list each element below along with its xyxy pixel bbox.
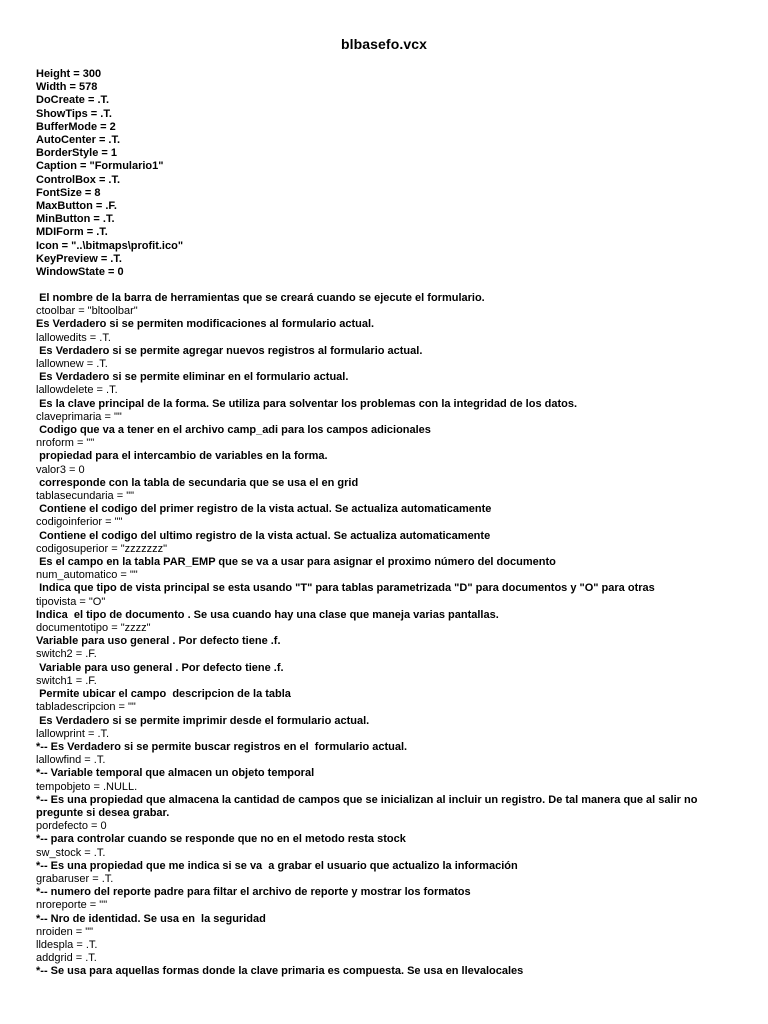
description-line: Indica que tipo de vista principal se esta usando "T" para tablas parametrizada "D" para documentos y "O" para otras — [36, 582, 655, 595]
description-line: Es Verdadero si se permite agregar nuevos registros al formulario actual. — [36, 344, 423, 357]
description-line: *-- Variable temporal que almacen un objeto temporal — [36, 767, 315, 780]
code-line: claveprimaria = "" — [36, 410, 122, 423]
property-line: BufferMode = 2 — [36, 120, 116, 133]
property-line: ControlBox = .T. — [36, 173, 121, 186]
property-line: MDIForm = .T. — [36, 226, 108, 239]
code-line: tablasecundaria = "" — [36, 490, 135, 503]
description-line: Es Verdadero si se permiten modificaciones al formulario actual. — [36, 318, 375, 331]
code-line: lallowdelete = .T. — [36, 384, 118, 397]
code-line: codigoinferior = "" — [36, 516, 123, 529]
code-line: codigosuperior = "zzzzzzz" — [36, 542, 168, 555]
description-line: corresponde con la tabla de secundaria que se usa el en grid — [36, 476, 359, 489]
code-line: tabladescripcion = "" — [36, 701, 136, 714]
description-line: Es Verdadero si se permite imprimir desde el formulario actual. — [36, 714, 370, 727]
description-line: El nombre de la barra de herramientas que se creará cuando se ejecute el formulario. — [36, 292, 485, 304]
description-line: Codigo que va a tener en el archivo camp_adi para los campos adicionales — [36, 424, 431, 437]
code-line: lallowfind = .T. — [36, 754, 106, 767]
description-line: Contiene el codigo del primer registro de la vista actual. Se actualiza automaticamente — [36, 503, 492, 516]
code-line: grabaruser = .T. — [36, 872, 114, 885]
property-descriptions — [36, 292, 736, 979]
description-line: *-- para controlar cuando se responde que no en el metodo resta stock — [36, 833, 406, 846]
code-line: documentotipo = "zzzz" — [36, 622, 151, 635]
description-line: Variable para uso general . Por defecto tiene .f. — [36, 661, 284, 674]
property-line: AutoCenter = .T. — [36, 134, 121, 147]
code-line: addgrid = .T. — [36, 952, 97, 965]
property-line: Icon = "..\bitmaps\profit.ico" — [36, 239, 184, 252]
description-line: *-- Es una propiedad que me indica si se va a grabar el usuario que actualizo la información — [36, 859, 518, 872]
code-line: switch1 = .F. — [36, 674, 97, 687]
code-line: tempobjeto = .NULL. — [36, 780, 138, 793]
code-line: lallowedits = .T. — [36, 331, 111, 344]
code-line: lallowprint = .T. — [36, 727, 110, 740]
property-line: MinButton = .T. — [36, 213, 115, 226]
code-line: tipovista = "O" — [36, 595, 106, 608]
code-line: switch2 = .F. — [36, 648, 97, 661]
description-line: Variable para uso general . Por defecto tiene .f. — [36, 635, 281, 648]
property-line: WindowState = 0 — [36, 266, 124, 279]
description-line: propiedad para el intercambio de variables en la forma. — [36, 450, 328, 463]
description-line: *-- Nro de identidad. Se usa en la seguridad — [36, 912, 266, 925]
property-line: KeyPreview = .T. — [36, 252, 122, 265]
description-line: Indica el tipo de documento . Se usa cuando hay una clase que maneja varias pantallas. — [36, 608, 499, 621]
property-line: FontSize = 8 — [36, 186, 101, 199]
code-line: nroform = "" — [36, 437, 95, 450]
property-line: DoCreate = .T. — [36, 94, 110, 107]
property-line: ShowTips = .T. — [36, 107, 112, 120]
description-line: *-- Es Verdadero si se permite buscar registros en el formulario actual. — [36, 740, 408, 753]
description-line: Contiene el codigo del ultimo registro de la vista actual. Se actualiza automaticamente — [36, 529, 491, 542]
description-line: Es la clave principal de la forma. Se utiliza para solventar los problemas con la integridad de los datos. — [36, 397, 578, 410]
code-line: nroreporte = "" — [36, 899, 108, 912]
description-line: Es el campo en la tabla PAR_EMP que se va a usar para asignar el proximo número del documento — [36, 556, 556, 569]
property-line: BorderStyle = 1 — [36, 147, 118, 160]
code-line: valor3 = 0 — [36, 463, 85, 476]
code-line: lldespla = .T. — [36, 938, 98, 951]
code-line: nroiden = "" — [36, 925, 94, 938]
code-line: num_automatico = "" — [36, 569, 138, 582]
code-line: sw_stock = .T. — [36, 846, 106, 859]
code-line: ctoolbar = "bltoolbar" — [36, 305, 138, 318]
property-line: Caption = "Formulario1" — [36, 160, 164, 173]
description-line: *-- Es una propiedad que almacena la cantidad de campos que se inicializan al incluir un registro. De tal manera que al salir no pregunte si desea grabar. — [36, 793, 701, 819]
document-title: blbasefo.vcx — [340, 36, 427, 52]
description-line: *-- numero del reporte padre para filtar el archivo de reporte y mostrar los formatos — [36, 886, 471, 899]
code-line: lallownew = .T. — [36, 358, 108, 371]
description-line: Permite ubicar el campo descripcion de la tabla — [36, 688, 291, 701]
property-line: Height = 300 — [36, 68, 102, 80]
description-line: Es Verdadero si se permite eliminar en el formulario actual. — [36, 371, 349, 384]
description-line: *-- Se usa para aquellas formas donde la clave primaria es compuesta. Se usa en llevalocales — [36, 965, 524, 978]
property-list — [36, 68, 183, 279]
property-line: Width = 578 — [36, 81, 98, 94]
property-line: MaxButton = .F. — [36, 200, 117, 213]
code-line: pordefecto = 0 — [36, 820, 107, 833]
